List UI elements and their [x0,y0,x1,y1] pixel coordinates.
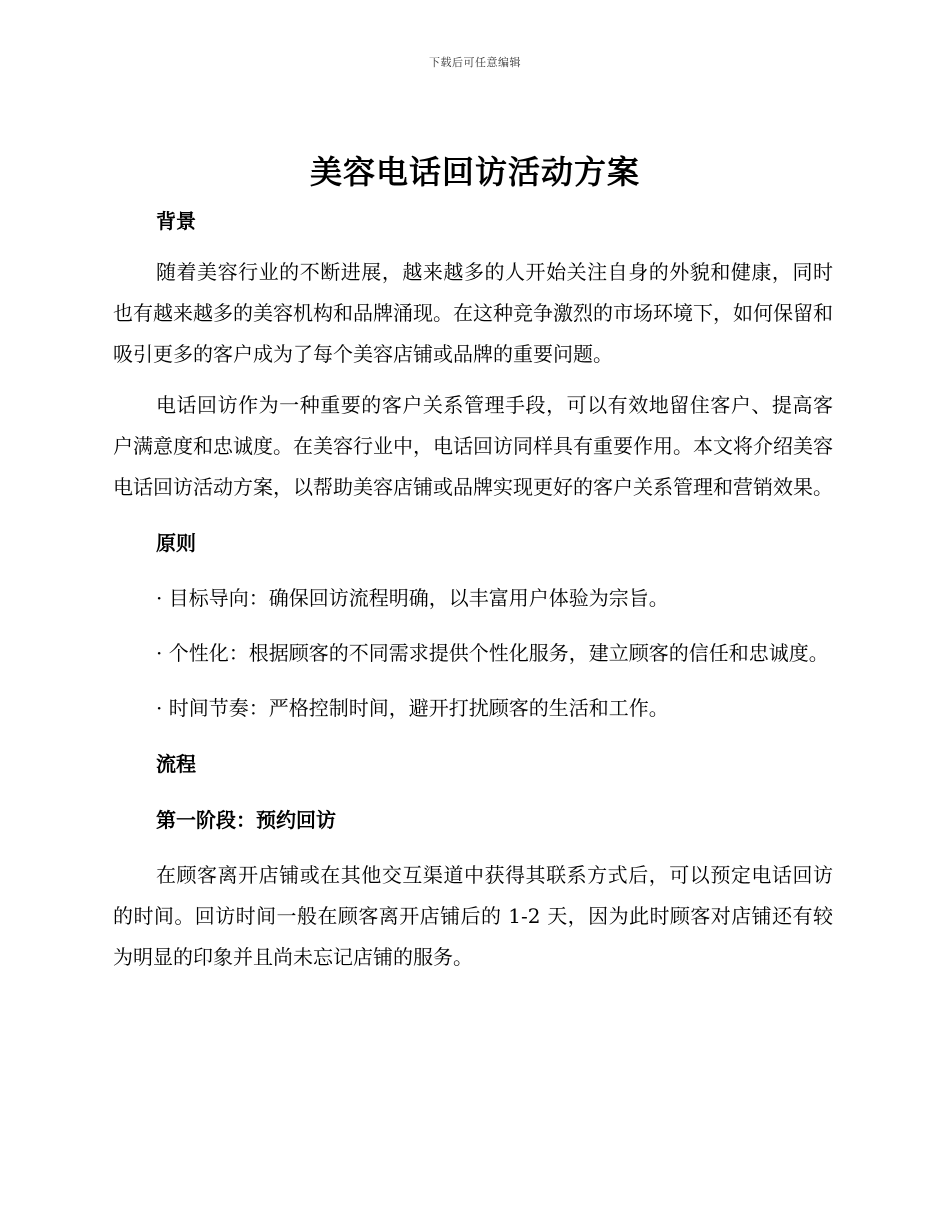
document-title: 美容电话回访活动方案 [309,153,640,191]
background-paragraph-2: 电话回访作为一种重要的客户关系管理手段，可以有效地留住客户、提高客户满意度和忠诚度。在美容行业中，电话回访同样具有重要作用。本文将介绍美容电话回访活动方案，以帮助美容店铺或品牌实现更好的客户关系管理和营销效果。 [113,393,833,499]
principle-item-goal: · 目标导向：确保回访流程明确，以丰富用户体验为宗旨。 [156,586,669,610]
section-heading-principles: 原则 [156,531,196,555]
document-body [113,200,833,978]
section-heading-process: 流程 [156,752,196,776]
principle-item-timing: · 时间节奏：严格控制时间，避开打扰顾客的生活和工作。 [156,696,669,720]
stage-1-paragraph: 在顾客离开店铺或在其他交互渠道中获得其联系方式后，可以预定电话回访的时间。回访时间一般在顾客离开店铺后的 1-2 天，因为此时顾客对店铺还有较为明显的印象并且尚未忘记店铺的服务。 [113,863,833,969]
principle-item-personalization: · 个性化：根据顾客的不同需求提供个性化服务，建立顾客的信任和忠诚度。 [156,641,829,665]
stage-heading-1: 第一阶段：预约回访 [156,808,336,832]
background-paragraph-1: 随着美容行业的不断进展，越来越多的人开始关注自身的外貌和健康，同时也有越来越多的美容机构和品牌涌现。在这种竞争激烈的市场环境下，如何保留和吸引更多的客户成为了每个美容店铺或品牌的重要问题。 [113,260,833,366]
section-heading-background: 背景 [156,209,196,233]
page-header: 下载后可任意编辑 [429,56,521,69]
